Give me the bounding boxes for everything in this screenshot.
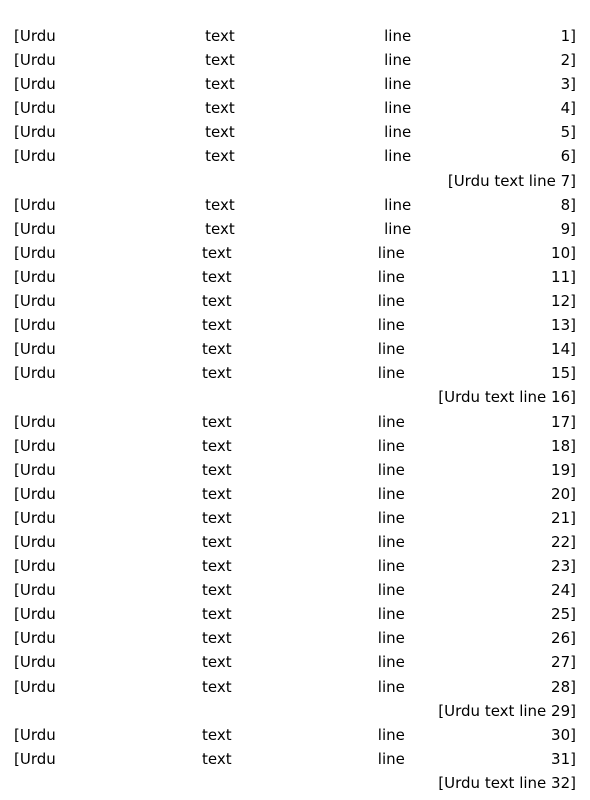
text-line: [Urdu text line 13]: [14, 316, 576, 335]
text-line: [Urdu text line 16]: [438, 388, 576, 407]
text-line: [Urdu text line 3]: [14, 75, 576, 94]
text-line: [Urdu text line 18]: [14, 436, 576, 455]
text-line: [Urdu text line 22]: [14, 532, 576, 551]
text-line: [Urdu text line 15]: [14, 364, 576, 383]
text-line: [Urdu text line 26]: [14, 629, 576, 648]
document-page: [14, 0, 576, 800]
text-line: [Urdu text line 8]: [14, 195, 576, 214]
text-line: [Urdu text line 32]: [438, 773, 576, 792]
text-line: [Urdu text line 29]: [438, 701, 576, 720]
text-line: [Urdu text line 1]: [14, 27, 576, 45]
text-line: [Urdu text line 6]: [14, 147, 576, 166]
text-line: [Urdu text line 17]: [14, 412, 576, 431]
text-line: [Urdu text line 19]: [14, 460, 576, 479]
text-line: [Urdu text line 24]: [14, 581, 576, 600]
text-line: [Urdu text line 12]: [14, 292, 576, 311]
text-line: [Urdu text line 28]: [14, 677, 576, 696]
text-line: [Urdu text line 2]: [14, 51, 576, 70]
text-line: [Urdu text line 5]: [14, 123, 576, 142]
text-line: [Urdu text line 21]: [14, 508, 576, 527]
text-line: [Urdu text line 30]: [14, 725, 576, 744]
text-line: [Urdu text line 27]: [14, 653, 576, 672]
text-line: [Urdu text line 14]: [14, 340, 576, 359]
text-line: [Urdu text line 25]: [14, 605, 576, 624]
text-line: [Urdu text line 31]: [14, 749, 576, 768]
text-line: [Urdu text line 20]: [14, 484, 576, 503]
text-body: [14, 24, 576, 795]
text-line: [Urdu text line 11]: [14, 267, 576, 286]
text-line: [Urdu text line 9]: [14, 219, 576, 238]
text-line: [Urdu text line 23]: [14, 557, 576, 576]
text-line: [Urdu text line 10]: [14, 243, 576, 262]
text-line: [Urdu text line 4]: [14, 99, 576, 118]
text-line: [Urdu text line 7]: [447, 171, 576, 190]
